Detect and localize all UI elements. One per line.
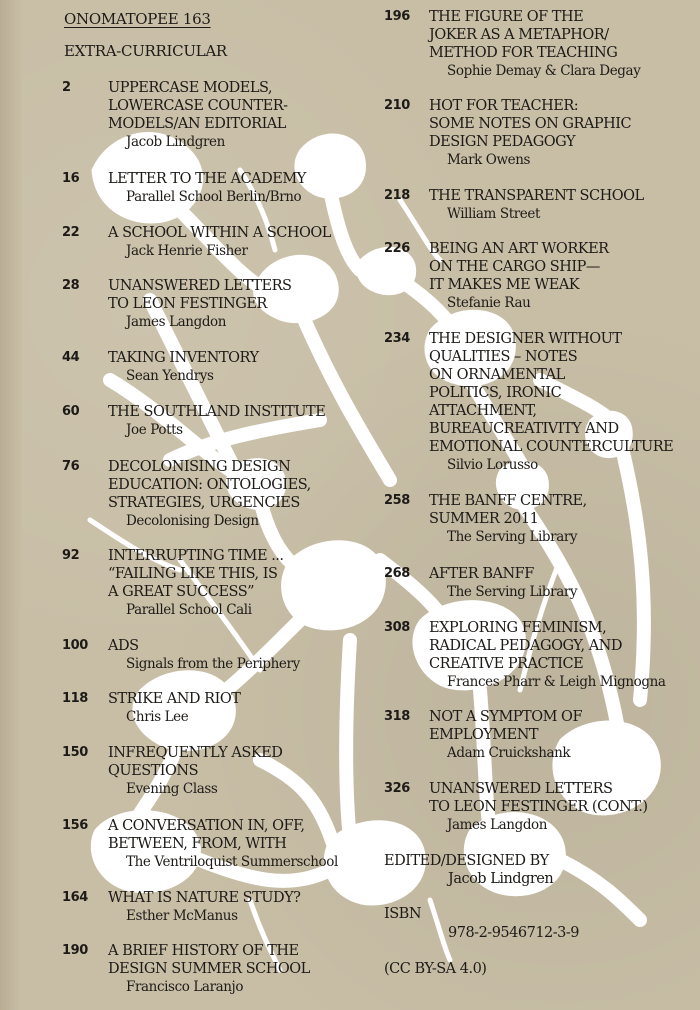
- entry-author: Sophie Demay & Clara Degay: [447, 63, 641, 79]
- title-line: ON ORNAMENTAL: [429, 367, 565, 383]
- entry-title: [108, 817, 338, 871]
- issue-subtitle: EXTRA-CURRICULAR: [64, 42, 227, 60]
- entry-author: The Serving Library: [447, 529, 578, 545]
- title-line: EDUCATION: ONTOLOGIES,: [108, 477, 311, 493]
- entry-title: [429, 780, 648, 834]
- entry-author: Parallel School Berlin/Brno: [126, 189, 302, 205]
- page-number: 150: [62, 745, 88, 760]
- entry-author: Jack Henrie Fisher: [126, 243, 248, 259]
- title-line: BETWEEN, FROM, WITH: [108, 836, 287, 852]
- title-line: DESIGN SUMMER SCHOOL: [108, 961, 310, 977]
- entry-title: [108, 547, 284, 619]
- title-line: DESIGN PEDAGOGY: [429, 134, 576, 150]
- title-line: THE TRANSPARENT SCHOOL: [429, 188, 644, 204]
- title-line: METHOD FOR TEACHING: [429, 45, 618, 61]
- page-number: 118: [62, 691, 88, 706]
- title-line: STRIKE AND RIOT: [108, 691, 241, 707]
- edited-by-label: EDITED/DESIGNED BY: [384, 853, 549, 869]
- page-number: 2: [62, 80, 71, 95]
- page-number: 218: [384, 188, 410, 203]
- entry-title: [429, 97, 631, 169]
- title-line: THE DESIGNER WITHOUT: [429, 331, 622, 347]
- title-line: EMPLOYMENT: [429, 727, 539, 743]
- entry-title: [108, 889, 300, 925]
- title-line: THE FIGURE OF THE: [429, 9, 584, 25]
- title-line: AFTER BANFF: [429, 566, 534, 582]
- entry-title: [108, 403, 325, 439]
- title-line: A BRIEF HISTORY OF THE: [108, 943, 299, 959]
- entry-title: [108, 79, 288, 151]
- title-line: THE BANFF CENTRE,: [429, 493, 587, 509]
- entry-author: Jacob Lindgren: [126, 134, 225, 150]
- entry-author: William Street: [447, 206, 540, 222]
- entry-title: [429, 619, 666, 691]
- page-number: 60: [62, 404, 80, 419]
- title-line: QUESTIONS: [108, 763, 199, 779]
- entry-author: The Serving Library: [447, 584, 578, 600]
- entry-title: [429, 8, 640, 80]
- title-line: NOT A SYMPTOM OF: [429, 709, 583, 725]
- entry-author: Frances Pharr & Leigh Mignogna: [447, 674, 666, 690]
- title-line: POLITICS, IRONIC: [429, 385, 562, 401]
- edited-by-name: Jacob Lindgren: [448, 871, 554, 887]
- entry-author: James Langdon: [126, 314, 227, 330]
- page-number: 258: [384, 493, 410, 508]
- license-text: (CC BY-SA 4.0): [384, 961, 487, 977]
- title-line: STRATEGIES, URGENCIES: [108, 495, 300, 511]
- title-line: WHAT IS NATURE STUDY?: [108, 890, 301, 906]
- entry-author: Adam Cruickshank: [447, 745, 571, 761]
- entry-author: Silvio Lorusso: [447, 457, 538, 473]
- entry-title: [108, 277, 292, 331]
- title-line: A GREAT SUCCESS”: [108, 584, 255, 600]
- entry-author: Francisco Laranjo: [126, 979, 244, 995]
- entry-title: [108, 458, 311, 530]
- title-line: SOME NOTES ON GRAPHIC: [429, 116, 632, 132]
- title-line: ON THE CARGO SHIP—: [429, 259, 600, 275]
- title-line: “FAILING LIKE THIS, IS: [108, 566, 278, 582]
- page-number: 196: [384, 9, 410, 24]
- entry-title: [429, 492, 587, 546]
- title-line: TAKING INVENTORY: [108, 350, 259, 366]
- title-line: CREATIVE PRACTICE: [429, 656, 584, 672]
- title-line: MODELS/AN EDITORIAL: [108, 116, 286, 132]
- page-number: 44: [62, 350, 80, 365]
- entry-author: James Langdon: [447, 817, 548, 833]
- title-line: LETTER TO THE ACADEMY: [108, 171, 306, 187]
- entry-author: Evening Class: [126, 781, 218, 797]
- page-number: 226: [384, 241, 410, 256]
- title-line: LOWERCASE COUNTER-: [108, 98, 288, 114]
- title-line: EMOTIONAL COUNTERCULTURE: [429, 439, 674, 455]
- title-line: DECOLONISING DESIGN: [108, 459, 291, 475]
- title-line: UNANSWERED LETTERS: [108, 278, 292, 294]
- page-number: 318: [384, 709, 410, 724]
- title-line: TO LEON FESTINGER (CONT.): [429, 799, 648, 815]
- entry-title: [108, 170, 306, 206]
- entry-title: [429, 565, 577, 601]
- page-number: 28: [62, 278, 80, 293]
- entry-title: [108, 942, 310, 996]
- entry-title: [108, 224, 331, 260]
- entry-author: Sean Yendrys: [126, 368, 214, 384]
- entry-author: The Ventriloquist Summerschool: [126, 854, 338, 870]
- entry-title: [429, 187, 644, 223]
- title-line: SUMMER 2011: [429, 511, 539, 527]
- isbn-value: 978-2-9546712-3-9: [448, 925, 580, 941]
- title-line: THE SOUTHLAND INSTITUTE: [108, 404, 326, 420]
- page-number: 210: [384, 98, 410, 113]
- entry-author: Chris Lee: [126, 709, 189, 725]
- title-line: HOT FOR TEACHER:: [429, 98, 579, 114]
- magazine-title: ONOMATOPEE 163: [64, 10, 211, 28]
- title-line: A CONVERSATION IN, OFF,: [108, 818, 305, 834]
- title-line: ADS: [108, 638, 139, 654]
- entry-author: Mark Owens: [447, 152, 531, 168]
- title-line: RADICAL PEDAGOGY, AND: [429, 638, 622, 654]
- page-number: 22: [62, 225, 80, 240]
- title-line: BEING AN ART WORKER: [429, 241, 609, 257]
- page-number: 234: [384, 331, 410, 346]
- page-number: 164: [62, 890, 88, 905]
- entry-author: Esther McManus: [126, 908, 238, 924]
- entry-author: Joe Potts: [126, 422, 183, 438]
- title-line: UPPERCASE MODELS,: [108, 80, 273, 96]
- title-line: JOKER AS A METAPHOR/: [429, 27, 609, 43]
- page-number: 156: [62, 818, 88, 833]
- page-number: 308: [384, 620, 410, 635]
- entry-author: Stefanie Rau: [447, 295, 531, 311]
- entry-title: [108, 690, 240, 726]
- entry-author: Parallel School Cali: [126, 602, 252, 618]
- page-number: 326: [384, 781, 410, 796]
- entry-author: Decolonising Design: [126, 513, 259, 529]
- page-number: 190: [62, 943, 88, 958]
- title-line: QUALITIES – NOTES: [429, 349, 578, 365]
- title-line: ATTACHMENT,: [429, 403, 537, 419]
- title-line: INFREQUENTLY ASKED: [108, 745, 283, 761]
- title-line: TO LEON FESTINGER: [108, 296, 267, 312]
- page-number: 76: [62, 459, 80, 474]
- isbn-label: ISBN: [384, 906, 422, 922]
- entry-title: [429, 330, 673, 474]
- title-line: IT MAKES ME WEAK: [429, 277, 580, 293]
- page-number: 100: [62, 638, 88, 653]
- page-number: 92: [62, 548, 80, 563]
- entry-title: [108, 744, 282, 798]
- entry-title: [108, 637, 300, 673]
- entry-title: [429, 708, 582, 762]
- title-line: INTERRUPTING TIME ...: [108, 548, 284, 564]
- entry-author: Signals from the Periphery: [126, 656, 300, 672]
- entry-title: [108, 349, 259, 385]
- title-line: BUREAUCREATIVITY AND: [429, 421, 619, 437]
- title-line: A SCHOOL WITHIN A SCHOOL: [108, 225, 331, 241]
- page-number: 16: [62, 171, 80, 186]
- page-number: 268: [384, 566, 410, 581]
- title-line: UNANSWERED LETTERS: [429, 781, 613, 797]
- title-line: EXPLORING FEMINISM,: [429, 620, 607, 636]
- entry-title: [429, 240, 609, 312]
